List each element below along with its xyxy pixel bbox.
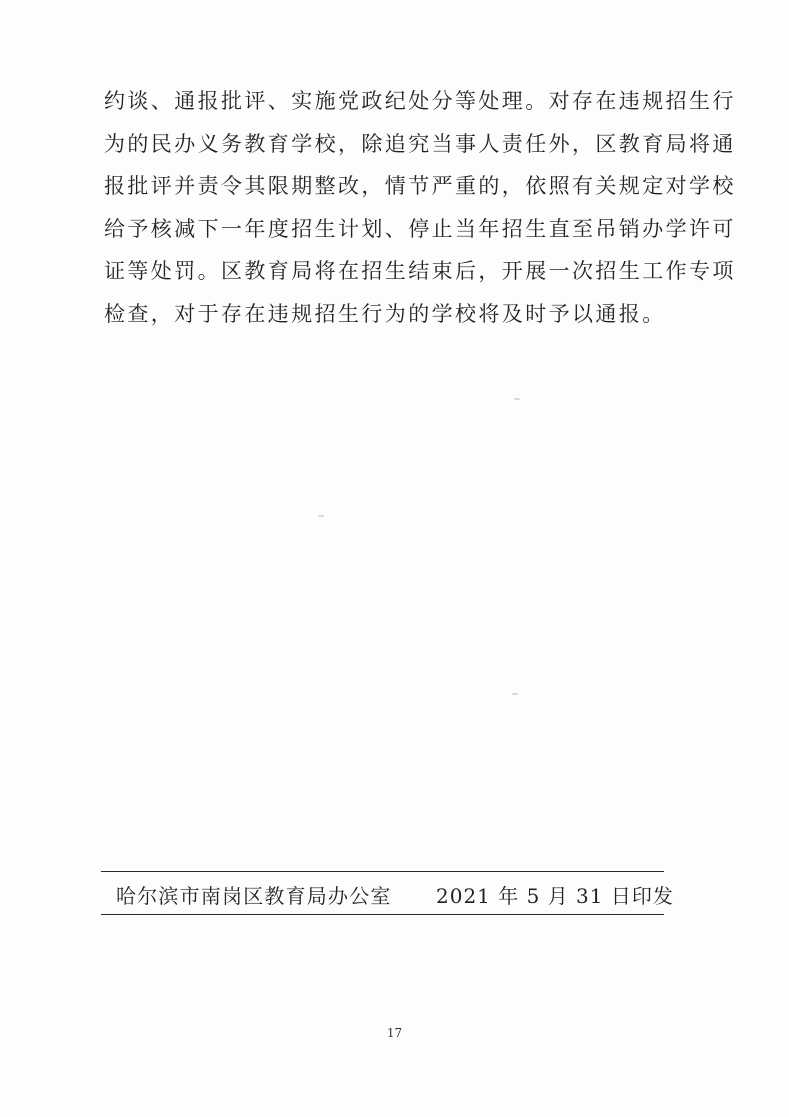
body-line: 报批评并责令其限期整改，情节严重的，依照有关规定对学校 [104,174,736,198]
scan-speck [512,693,518,695]
body-line: 给予核减下一年度招生计划、停止当年招生直至吊销办学许可 [104,216,736,241]
footer-bottom-rule [101,914,664,915]
scan-speck [514,398,520,400]
scan-speck [318,515,324,517]
body-paragraph [104,80,736,335]
body-line: 检查，对于存在违规招生行为的学校将及时予以通报。 [104,301,666,326]
footer-issue-date: 2021 年 5 月 31 日印发 [436,884,674,908]
body-line: 证等处罚。区教育局将在招生结束后，开展一次招生工作专项 [104,259,736,283]
page-number: 17 [386,1026,403,1040]
footer-top-rule [101,871,664,872]
body-line: 约谈、通报批评、实施党政纪处分等处理。对存在违规招生行 [104,89,736,113]
body-line: 为的民办义务教育学校，除追究当事人责任外，区教育局将通 [104,131,736,156]
footer-issuer: 哈尔滨市南岗区教育局办公室 [116,884,392,908]
